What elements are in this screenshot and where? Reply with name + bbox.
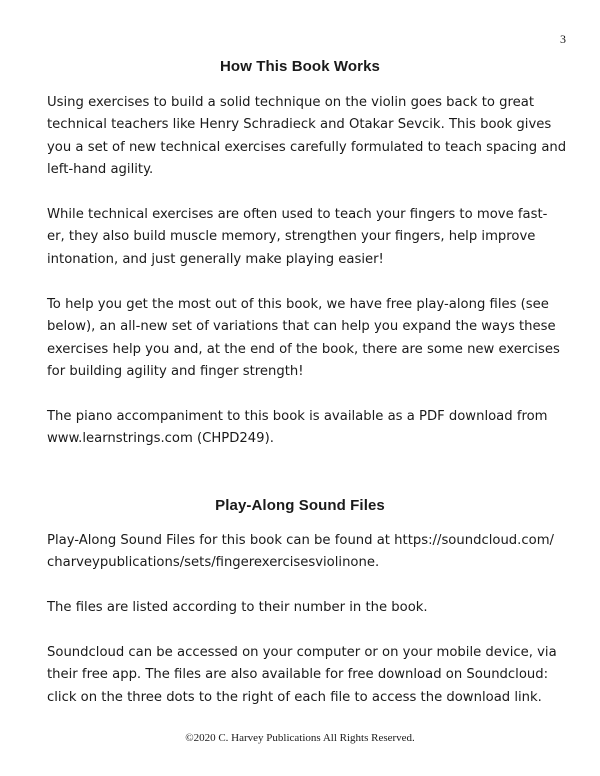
paragraph-file-listing — [47, 597, 562, 619]
paragraph-play-along — [47, 294, 562, 384]
text-line: Soundcloud can be accessed on your computer or on your mobile device, via — [47, 645, 557, 660]
text-line: er, they also build muscle memory, strengthen your fingers, help improve — [47, 229, 536, 245]
paragraph-intro — [47, 92, 567, 182]
text-line: left-hand agility. — [47, 162, 154, 178]
text-line: The files are listed according to their number in the book. — [47, 600, 428, 615]
text-line: technical teachers like Henry Schradieck and Otakar Sevcik. This book gives — [47, 117, 552, 133]
text-line: While technical exercises are often used to teach your fingers to move fast- — [47, 207, 548, 222]
copyright-footer: ©2020 C. Harvey Publications All Rights Reserved. — [185, 732, 415, 744]
text-line: The piano accompaniment to this book is available as a PDF download from — [47, 409, 548, 424]
paragraph-technical-exercises — [47, 204, 562, 271]
text-line: for building agility and finger strength! — [47, 364, 304, 380]
section-heading-play-along-sound-files: Play-Along Sound Files — [215, 497, 385, 514]
text-line: www.learnstrings.com (CHPD249). — [47, 431, 274, 447]
text-line: To help you get the most out of this book, we have free play-along files (see — [47, 297, 549, 312]
text-line: below), an all-new set of variations that can help you expand the ways these — [47, 319, 556, 335]
text-line: charveypublications/sets/fingerexercisesviolinone. — [47, 555, 380, 571]
section-heading-how-this-book-works: How This Book Works — [220, 58, 380, 75]
text-line: Play-Along Sound Files for this book can be found at https://soundcloud.com/ — [47, 533, 554, 548]
text-line: intonation, and just generally make playing easier! — [47, 251, 384, 267]
text-line: you a set of new technical exercises carefully formulated to teach spacing and — [47, 139, 567, 155]
page-number: 3 — [560, 32, 566, 46]
text-line: Using exercises to build a solid technique on the violin goes back to great — [47, 95, 535, 110]
text-line: exercises help you and, at the end of the book, there are some new exercises — [47, 341, 560, 357]
text-line: click on the three dots to the right of each file to access the download link. — [47, 689, 542, 705]
paragraph-soundcloud-link — [47, 530, 562, 575]
paragraph-soundcloud-access — [47, 642, 562, 709]
text-line: their free app. The files are also available for free download on Soundcloud: — [47, 667, 549, 683]
paragraph-piano-accompaniment — [47, 406, 562, 451]
